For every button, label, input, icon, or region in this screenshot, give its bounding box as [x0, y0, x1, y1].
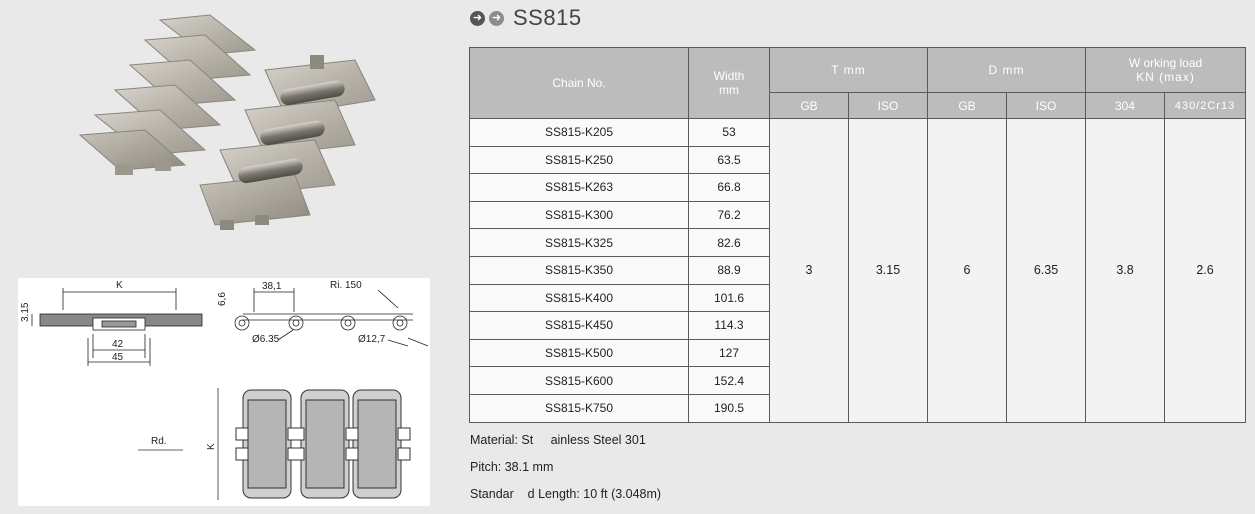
- product-photo: [60, 5, 390, 235]
- chain-no-cell: SS815-K205: [470, 119, 689, 147]
- table-body: [470, 119, 1246, 423]
- arrow-right-icon: ➜: [470, 11, 485, 26]
- length-note: Standar d Length: 10 ft (3.048m): [470, 487, 662, 501]
- header-d: D mm: [928, 48, 1086, 93]
- dim-rd: Rd.: [151, 436, 167, 447]
- chain-no-cell: SS815-K300: [470, 201, 689, 229]
- wl-304-cell: 3.8: [1086, 119, 1165, 423]
- width-cell: 66.8: [689, 174, 770, 202]
- chain-no-cell: SS815-K400: [470, 284, 689, 312]
- subheader-wl-304: 304: [1086, 93, 1165, 119]
- width-cell: 127: [689, 339, 770, 367]
- d-gb-cell: 6: [928, 119, 1007, 423]
- dim-3-15: 3.15: [20, 302, 31, 322]
- header-width-label: Width: [713, 69, 745, 83]
- chain-no-cell: SS815-K250: [470, 146, 689, 174]
- width-cell: 152.4: [689, 367, 770, 395]
- pitch-note: Pitch: 38.1 mm: [470, 460, 554, 474]
- header-width-unit: mm: [719, 83, 739, 97]
- title-row: [470, 5, 582, 31]
- dim-12-7: Ø12,7: [358, 334, 386, 345]
- chain-no-cell: SS815-K263: [470, 174, 689, 202]
- chain-no-cell: SS815-K325: [470, 229, 689, 257]
- header-working-load: [1086, 48, 1246, 93]
- dim-k: K: [116, 280, 123, 291]
- width-cell: 63.5: [689, 146, 770, 174]
- dim-ri-150: Ri. 150: [330, 280, 362, 291]
- subheader-d-iso: ISO: [1007, 93, 1086, 119]
- spec-table: [469, 47, 1246, 423]
- subheader-d-gb: GB: [928, 93, 1007, 119]
- header-width: [689, 48, 770, 119]
- width-cell: 114.3: [689, 312, 770, 340]
- chain-no-cell: SS815-K450: [470, 312, 689, 340]
- dim-45: 45: [112, 352, 124, 363]
- wl-430-cell: 2.6: [1165, 119, 1246, 423]
- table-row: [470, 119, 1246, 147]
- arrow-right-light-icon: ➜: [489, 11, 504, 26]
- subheader-t-gb: GB: [770, 93, 849, 119]
- header-working-load-label: W orking load: [1128, 56, 1203, 70]
- d-iso-cell: 6.35: [1007, 119, 1086, 423]
- subheader-t-iso: ISO: [849, 93, 928, 119]
- t-gb-cell: 3: [770, 119, 849, 423]
- width-cell: 53: [689, 119, 770, 147]
- header-working-load-unit: KN (max): [1136, 70, 1195, 84]
- chain-no-cell: SS815-K350: [470, 256, 689, 284]
- dim-42: 42: [112, 339, 124, 350]
- technical-drawing: [18, 278, 430, 506]
- width-cell: 82.6: [689, 229, 770, 257]
- dim-k-vertical: K: [206, 443, 217, 450]
- width-cell: 76.2: [689, 201, 770, 229]
- width-cell: 88.9: [689, 256, 770, 284]
- subheader-wl-430: 430/2Cr13: [1165, 93, 1246, 119]
- t-iso-cell: 3.15: [849, 119, 928, 423]
- width-cell: 190.5: [689, 394, 770, 422]
- material-note: Material: St ainless Steel 301: [470, 433, 646, 447]
- chain-no-cell: SS815-K750: [470, 394, 689, 422]
- chain-no-cell: SS815-K600: [470, 367, 689, 395]
- header-t: T mm: [770, 48, 928, 93]
- page-title: SS815: [513, 5, 582, 30]
- chain-no-cell: SS815-K500: [470, 339, 689, 367]
- width-cell: 101.6: [689, 284, 770, 312]
- header-chain-no: Chain No.: [470, 48, 689, 119]
- dim-6-6: 6,6: [217, 292, 228, 306]
- dim-38-1: 38,1: [262, 281, 282, 292]
- dim-6-35: Ø6.35: [252, 334, 280, 345]
